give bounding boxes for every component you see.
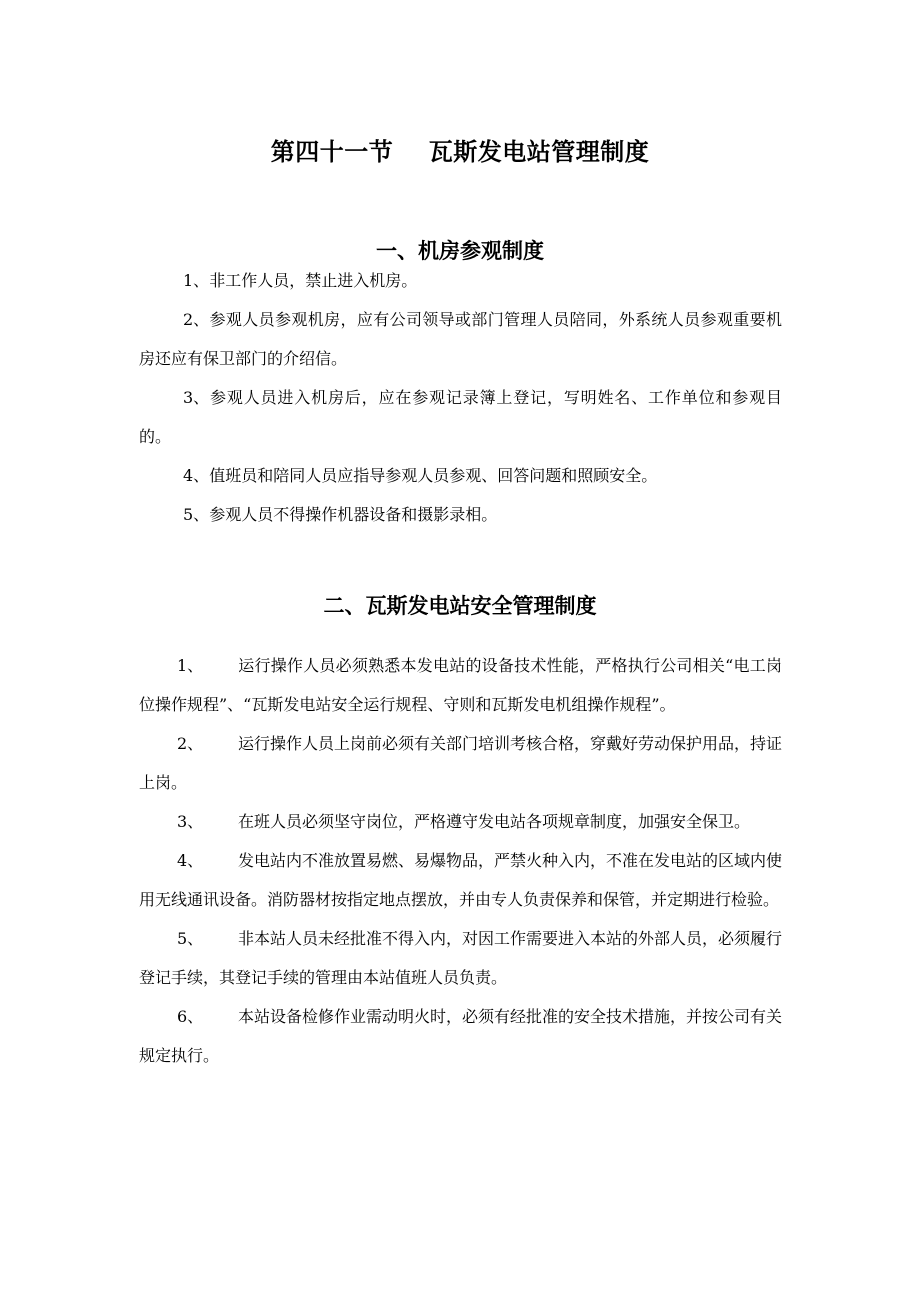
item-number: 5、 [177,929,204,948]
item-text: 运行操作人员必须熟悉本发电站的设备技术性能，严格执行公司相关“电工岗位操作规程”、“瓦斯发电站安全运行规程、守则和瓦斯发电机组操作规程”。 [139,656,782,714]
item-number: 4、 [183,466,210,485]
item-text: 值班员和陪同人员应指导参观人员参观、回答问题和照顾安全。 [209,466,658,485]
item-number: 2、 [183,310,210,329]
item-text: 参观人员不得操作机器设备和摄影录相。 [209,505,498,524]
item-text: 非工作人员，禁止进入机房。 [209,271,418,290]
list-item [139,456,782,495]
item-number: 4、 [177,851,204,870]
item-text: 在班人员必须坚守岗位，严格遵守发电站各项规章制度，加强安全保卫。 [238,812,751,831]
section-heading-safety-rules: 二、瓦斯发电站安全管理制度 [323,594,597,619]
list-item [139,378,782,456]
item-text: 本站设备检修作业需动明火时，必须有经批准的安全技术措施，并按公司有关规定执行。 [139,1007,783,1065]
item-number: 1、 [177,656,204,675]
item-text: 参观人员进入机房后，应在参观记录簿上登记，写明姓名、工作单位和参观目的。 [139,388,782,446]
section-body-visit-rules [139,261,782,534]
item-text: 非本站人员未经批准不得入内，对因工作需要进入本站的外部人员，必须履行登记手续，其登记手续的管理由本站值班人员负责。 [139,929,783,987]
list-item [139,724,782,802]
item-text: 运行操作人员上岗前必须有关部门培训考核合格，穿戴好劳动保护用品，持证上岗。 [139,734,783,792]
item-number: 3、 [183,388,210,407]
item-number: 6、 [177,1007,204,1026]
list-item [139,261,782,300]
list-item [139,919,782,997]
section-heading-visit-rules: 一、机房参观制度 [376,239,544,264]
item-text: 参观人员参观机房，应有公司领导或部门管理人员陪同，外系统人员参观重要机房还应有保卫部门的介绍信。 [139,310,782,368]
list-item [139,495,782,534]
item-number: 5、 [183,505,210,524]
list-item [139,646,782,724]
item-number: 3、 [177,812,204,831]
item-number: 1、 [183,271,210,290]
list-item [139,300,782,378]
page-title: 第四十一节 瓦斯发电站管理制度 [270,138,650,167]
item-number: 2、 [177,734,204,753]
item-text: 发电站内不准放置易燃、易爆物品，严禁火种入内，不准在发电站的区域内使用无线通讯设备。消防器材按指定地点摆放，并由专人负责保养和保管，并定期进行检验。 [139,851,783,909]
list-item [139,802,782,841]
section-body-safety-rules [139,646,782,1075]
list-item [139,997,782,1075]
list-item [139,841,782,919]
